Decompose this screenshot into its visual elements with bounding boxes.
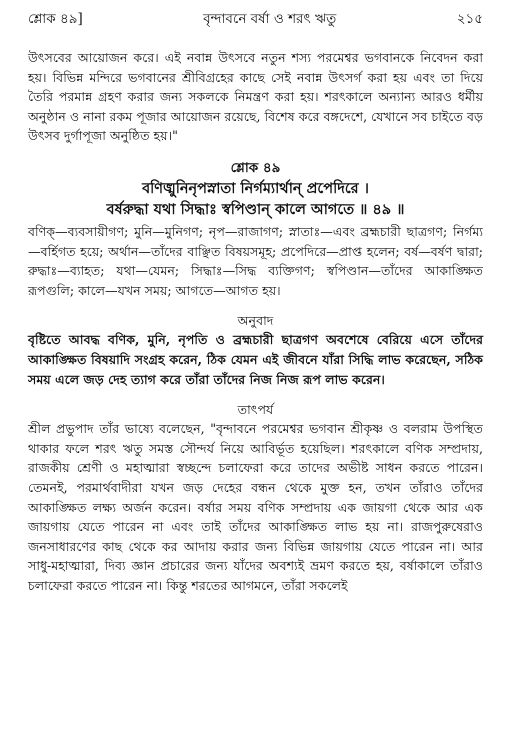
- purport-heading: তাৎপর্য: [237, 402, 274, 418]
- translation-heading: অনুবাদ: [237, 313, 274, 329]
- intro-paragraph: উৎসবের আয়োজন করে। এই নবান্ন উৎসবে নতুন শস্য পরমেশ্বর ভগবানকে নিবেদন করা হয়। বিভিন্ন মন্দিরে ভগবানের শ্রীবিগ্রহের কাছে সেই নবান্ন উৎসর্গ করা হয় এবং তা দিয়ে তৈরি পরমান্ন গ্রহণ করার জন্য সকলকে নিমন্ত্রণ করা হয়। শরৎকালে অন্যান্য আরও ধর্মীয় অনুষ্ঠান ও নানা রকম পূজার আয়োজন রয়েছে, বিশেষ করে বঙ্গদেশে, যেখানে সব চাইতে বড় উৎসব দুর্গাপূজা অনুষ্ঠিত হয়।": [28, 50, 483, 144]
- running-header: [28, 10, 483, 28]
- verse-reference: শ্লোক ৪৯]: [28, 11, 83, 27]
- page-number: ২১৫: [456, 11, 483, 27]
- purport-text: শ্রীল প্রভুপাদ তাঁর ভাষ্যে বলেছেন, "বৃন্দাবনে পরমেশ্বর ভগবান শ্রীকৃষ্ণ ও বলরাম উপস্থিত থাকার ফলে শরৎ ঋতু সমস্ত সৌন্দর্য নিয়ে আবির্ভূত হয়েছিল। শরৎকালে বণিক সম্প্রদায়, রাজকীয় শ্রেণী ও মহাত্মারা স্বচ্ছন্দে চলাফেরা করে তাদের অভীষ্ট সাধন করতে পারেন। তেমনই, পরমার্থবাদীরা যখন জড় দেহের বন্ধন থেকে মুক্ত হন, তখন তাঁরাও তাঁদের আকাঙ্ক্ষিত লক্ষ্য অর্জন করেন। বর্ষার সময় বণিক সম্প্রদায় এক জায়গা থেকে আর এক জায়গায় যেতে পারেন না এবং তাই তাঁদের আকাঙ্ক্ষিত লাভ হয় না। রাজপুরুষেরাও জনসাধারণের কাছ থেকে কর আদায় করার জন্য বিভিন্ন জায়গায় যেতে পারেন না। আর সাধু-মহাত্মারা, দিব্য জ্ঞান প্রচারের জন্য যাঁদের অবশ্যই ভ্রমণ করতে হয়, বর্ষাকালে তাঁরাও চলাফেরা করতে পারেন না। কিন্তু শরতের আগমনে, তাঁরা সকলেই: [28, 421, 483, 593]
- verse-line-2: বর্ষরুদ্ধা যথা সিদ্ধাঃ স্বপিণ্ডান্ কালে আগতে ॥ ৪৯ ॥: [106, 200, 405, 218]
- translation-text: বৃষ্টিতে আবদ্ধ বণিক, মুনি, নৃপতি ও ব্রহ্মচারী ছাত্রগণ অবশেষে বেরিয়ে এসে তাঁদের আকাঙ্ক্ষিত বিষয়াদি সংগ্রহ করেন, ঠিক যেমন এই জীবনে যাঁরা সিদ্ধি লাভ করেছেন, সঠিক সময় এলে জড় দেহ ত্যাগ করে তাঁরা তাঁদের নিজ নিজ রূপ লাভ করেন।: [28, 332, 483, 387]
- verse-number: শ্লোক ৪৯: [230, 159, 281, 176]
- chapter-title: বৃন্দাবনে বর্ষা ও শরৎ ঋতু: [203, 11, 337, 27]
- verse-line-1: বণিঙ্মুনিনৃপস্নাতা নির্গম্যার্থান্ প্রপেদিরে ।: [142, 179, 369, 197]
- synonyms-paragraph: বণিক্—ব্যবসায়ীগণ; মুনি—মুনিগণ; নৃপ—রাজাগণ; স্নাতাঃ—এবং ব্রহ্মচারী ছাত্রগণ; নির্গম্য—বর্হিগত হয়ে; অর্থান—তাঁদের বাঞ্ছিত বিষয়সমূহ; প্রপেদিরে—প্রাপ্ত হলেন; বর্ষ—বর্ষণ দ্বারা; রুদ্ধাঃ—ব্যাহত; যথা—যেমন; সিদ্ধাঃ—সিদ্ধ ব্যক্তিগণ; স্বপিণ্ডান—তাঁদের আকাঙ্ক্ষিত রূপগুলি; কালে—যখন সময়; আগতে—আগত হয়।: [28, 223, 483, 298]
